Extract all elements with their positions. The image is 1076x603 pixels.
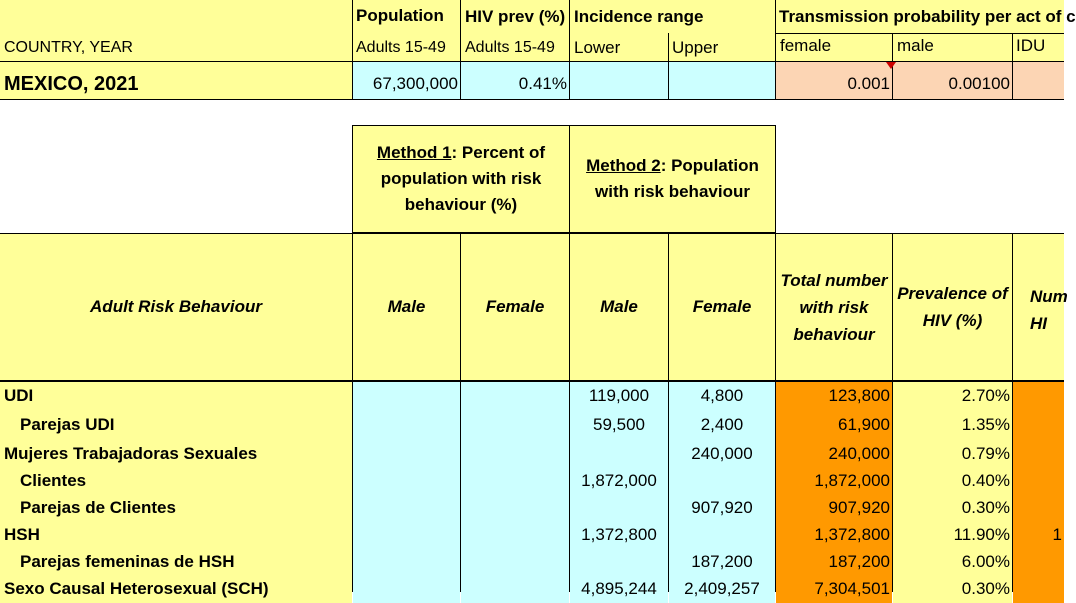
- comment-indicator-icon[interactable]: [886, 62, 896, 69]
- m2-male-cell[interactable]: [570, 549, 668, 576]
- method2-title: Method 2: [586, 156, 661, 175]
- population-label[interactable]: Population: [356, 6, 460, 30]
- method2-header[interactable]: [569, 125, 776, 233]
- transmission-label[interactable]: Transmission probability per act of c: [779, 7, 1064, 31]
- gridline: [1012, 382, 1013, 592]
- male-label[interactable]: male: [897, 36, 1009, 60]
- m2-female-cell[interactable]: [669, 468, 775, 495]
- m2-male-cell[interactable]: 119,000: [570, 382, 668, 410]
- col-prevalence[interactable]: Prevalence of HIV (%): [893, 233, 1012, 381]
- m2-female-cell[interactable]: 240,000: [669, 441, 775, 468]
- incidence-lower-cell[interactable]: [570, 62, 668, 99]
- col-m2-male[interactable]: Male: [570, 233, 668, 381]
- population-sub-label[interactable]: Adults 15-49: [356, 38, 460, 60]
- m2-male-cell[interactable]: [570, 495, 668, 522]
- number-hiv-cell[interactable]: [1013, 549, 1064, 576]
- total-cell[interactable]: 907,920: [776, 495, 892, 522]
- col-m1-male[interactable]: Male: [353, 233, 460, 381]
- prevalence-cell[interactable]: 11.90%: [893, 522, 1012, 549]
- prevalence-cell[interactable]: 6.00%: [893, 549, 1012, 576]
- m2-female-cell[interactable]: 2,409,257: [669, 576, 775, 603]
- gridline: [352, 382, 353, 592]
- total-cell[interactable]: 1,872,000: [776, 468, 892, 495]
- m1-female-cell[interactable]: [461, 410, 569, 441]
- incidence-upper-cell[interactable]: [669, 62, 775, 99]
- row-label[interactable]: Parejas de Clientes: [0, 495, 352, 522]
- prevalence-cell[interactable]: 0.30%: [893, 576, 1012, 603]
- idu-label[interactable]: IDU: [1016, 36, 1064, 60]
- m2-male-cell[interactable]: 1,872,000: [570, 468, 668, 495]
- m2-female-cell[interactable]: [669, 522, 775, 549]
- prevalence-cell[interactable]: 1.35%: [893, 410, 1012, 441]
- col-m1-female[interactable]: Female: [461, 233, 569, 381]
- gridline: [569, 382, 570, 592]
- row-label[interactable]: HSH: [0, 522, 352, 549]
- female-label[interactable]: female: [780, 36, 890, 60]
- row-label[interactable]: Mujeres Trabajadoras Sexuales: [0, 441, 352, 468]
- population-value[interactable]: 67,300,000: [353, 62, 460, 99]
- method1-header[interactable]: [352, 125, 569, 233]
- m1-female-cell[interactable]: [461, 495, 569, 522]
- m2-female-cell[interactable]: 2,400: [669, 410, 775, 441]
- total-cell[interactable]: 1,372,800: [776, 522, 892, 549]
- m2-female-cell[interactable]: 187,200: [669, 549, 775, 576]
- gridline: [460, 382, 461, 592]
- m1-male-cell[interactable]: [353, 576, 460, 603]
- gridline: [775, 382, 776, 592]
- col-number-hiv[interactable]: Num HI: [1013, 233, 1064, 381]
- m1-male-cell[interactable]: [353, 441, 460, 468]
- number-hiv-cell[interactable]: 1: [1013, 522, 1064, 549]
- number-hiv-cell[interactable]: [1013, 576, 1064, 603]
- hiv-prev-sub-label[interactable]: Adults 15-49: [465, 38, 569, 60]
- m1-male-cell[interactable]: [353, 382, 460, 410]
- prevalence-cell[interactable]: 0.79%: [893, 441, 1012, 468]
- total-cell[interactable]: 61,900: [776, 410, 892, 441]
- m1-female-cell[interactable]: [461, 549, 569, 576]
- method1-desc: : Percent of population with risk behaviour (%): [380, 143, 546, 214]
- m2-female-cell[interactable]: 4,800: [669, 382, 775, 410]
- number-hiv-cell[interactable]: [1013, 441, 1064, 468]
- gridline: [892, 382, 893, 592]
- row-label[interactable]: Parejas UDI: [0, 410, 352, 441]
- m2-male-cell[interactable]: 4,895,244: [570, 576, 668, 603]
- upper-label[interactable]: Upper: [672, 38, 772, 60]
- m1-female-cell[interactable]: [461, 382, 569, 410]
- prevalence-cell[interactable]: 0.40%: [893, 468, 1012, 495]
- number-hiv-cell[interactable]: [1013, 468, 1064, 495]
- m2-female-cell[interactable]: 907,920: [669, 495, 775, 522]
- m1-male-cell[interactable]: [353, 495, 460, 522]
- gridline: [0, 233, 1064, 234]
- number-hiv-cell[interactable]: [1013, 410, 1064, 441]
- country-year-label[interactable]: COUNTRY, YEAR: [4, 38, 344, 60]
- total-cell[interactable]: 123,800: [776, 382, 892, 410]
- col-total[interactable]: Total number with risk behaviour: [776, 233, 892, 381]
- gridline: [668, 382, 669, 592]
- m1-female-cell[interactable]: [461, 441, 569, 468]
- m1-male-cell[interactable]: [353, 522, 460, 549]
- incidence-range-label[interactable]: Incidence range: [574, 7, 774, 31]
- col-m2-female[interactable]: Female: [669, 233, 775, 381]
- m2-male-cell[interactable]: 1,372,800: [570, 522, 668, 549]
- row-label[interactable]: Sexo Causal Heterosexual (SCH): [0, 576, 352, 603]
- method2-desc: : Population with risk behaviour: [595, 156, 759, 201]
- number-hiv-cell[interactable]: [1013, 495, 1064, 522]
- row-label[interactable]: Clientes: [0, 468, 352, 495]
- hiv-prev-value[interactable]: 0.41%: [461, 62, 569, 99]
- m1-male-cell[interactable]: [353, 549, 460, 576]
- lower-label[interactable]: Lower: [574, 38, 668, 60]
- m1-male-cell[interactable]: [353, 410, 460, 441]
- m1-female-cell[interactable]: [461, 468, 569, 495]
- m1-male-cell[interactable]: [353, 468, 460, 495]
- idu-prob-cell[interactable]: [1013, 62, 1064, 99]
- gridline: [775, 33, 1064, 34]
- total-cell[interactable]: 240,000: [776, 441, 892, 468]
- col-risk-behaviour[interactable]: Adult Risk Behaviour: [0, 233, 352, 381]
- total-cell[interactable]: 7,304,501: [776, 576, 892, 603]
- hiv-prev-label[interactable]: HIV prev (%): [465, 7, 569, 31]
- female-prob-value[interactable]: 0.001: [776, 62, 892, 99]
- total-cell[interactable]: 187,200: [776, 549, 892, 576]
- m2-male-cell[interactable]: [570, 441, 668, 468]
- m1-female-cell[interactable]: [461, 522, 569, 549]
- gridline: [0, 99, 1064, 100]
- number-hiv-cell[interactable]: [1013, 382, 1064, 410]
- male-prob-value[interactable]: 0.00100: [893, 62, 1012, 99]
- row-label[interactable]: Parejas femeninas de HSH: [0, 549, 352, 576]
- country-name[interactable]: MEXICO, 2021: [0, 62, 352, 99]
- prevalence-cell[interactable]: 2.70%: [893, 382, 1012, 410]
- row-label[interactable]: UDI: [0, 382, 352, 410]
- m2-male-cell[interactable]: 59,500: [570, 410, 668, 441]
- method1-title: Method 1: [376, 143, 452, 162]
- m1-female-cell[interactable]: [461, 576, 569, 603]
- prevalence-cell[interactable]: 0.30%: [893, 495, 1012, 522]
